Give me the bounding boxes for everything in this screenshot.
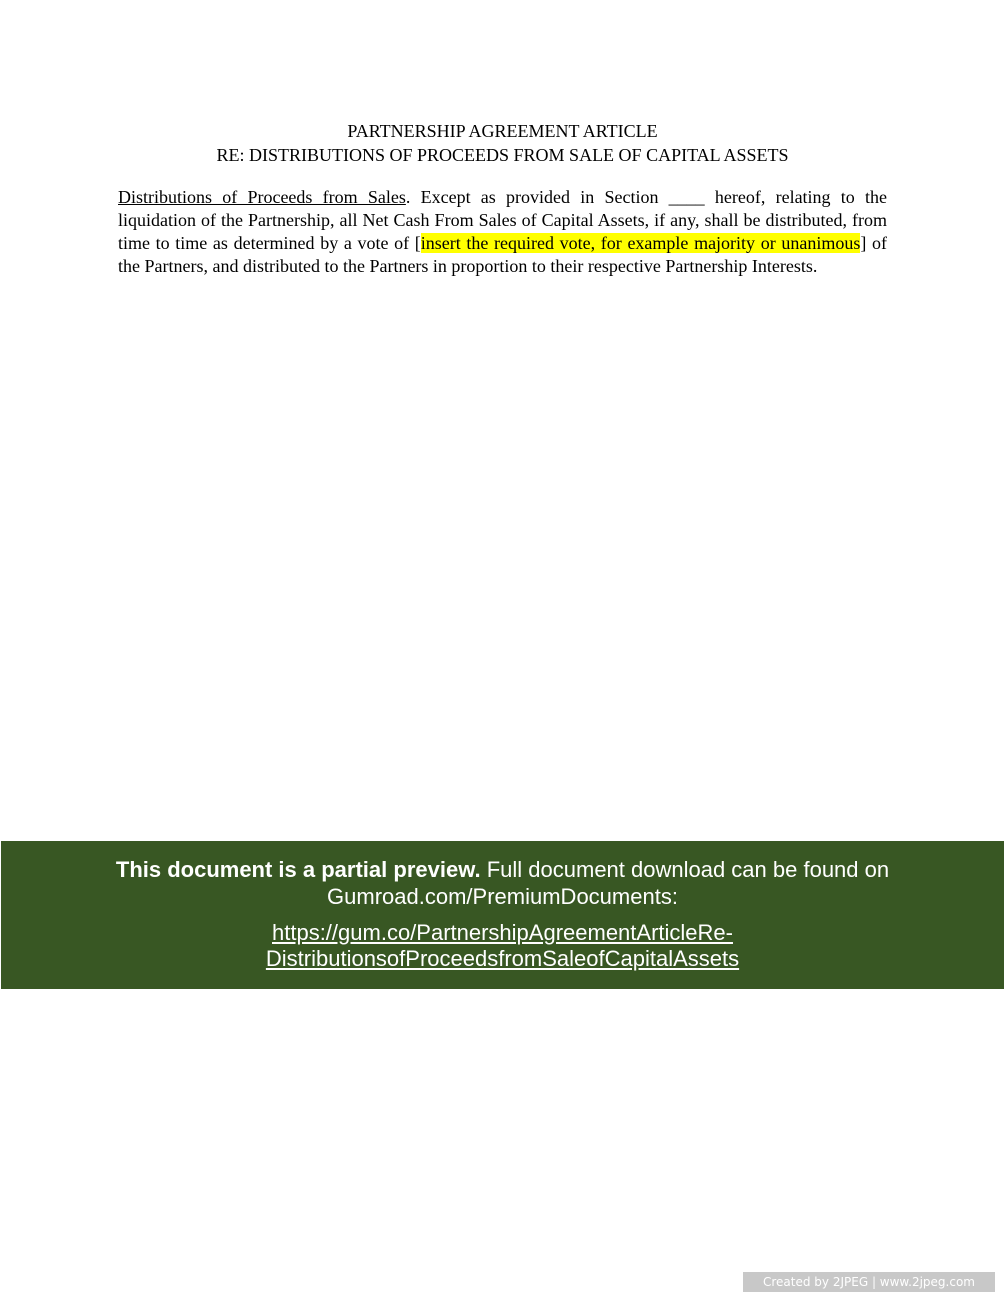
banner-bold-text: This document is a partial preview. <box>115 857 481 882</box>
body-text-part-2: ] of the Partners, and distributed to the Partners in proportion to their respective Partnership Interests. <box>118 233 887 276</box>
body-paragraph <box>118 186 887 278</box>
body-text-part-1: . Except as provided in Section ____ hereof, relating to the liquidation of the Partnership, all Net Cash From Sales of Capital Assets, if any, shall be distributed, from time to time as determined by a vote of [ <box>118 187 887 253</box>
highlighted-placeholder: insert the required vote, for example majority or unanimous <box>420 233 861 253</box>
download-link-line-2: DistributionsofProceedsfromSaleofCapitalAssets <box>265 946 740 971</box>
banner-message <box>73 856 933 910</box>
banner-text: Full document download can be found on Gumroad.com/PremiumDocuments: <box>327 857 890 909</box>
download-link[interactable] <box>73 920 933 972</box>
document-title <box>0 119 1005 167</box>
section-heading: Distributions of Proceeds from Sales <box>118 187 406 207</box>
preview-banner <box>1 841 1004 989</box>
download-link-line-1: https://gum.co/PartnershipAgreementArticleRe- <box>272 920 733 945</box>
watermark: Created by 2JPEG | www.2jpeg.com <box>743 1272 995 1292</box>
title-line-1: PARTNERSHIP AGREEMENT ARTICLE <box>347 121 658 141</box>
title-line-2: RE: DISTRIBUTIONS OF PROCEEDS FROM SALE OF CAPITAL ASSETS <box>216 145 789 165</box>
